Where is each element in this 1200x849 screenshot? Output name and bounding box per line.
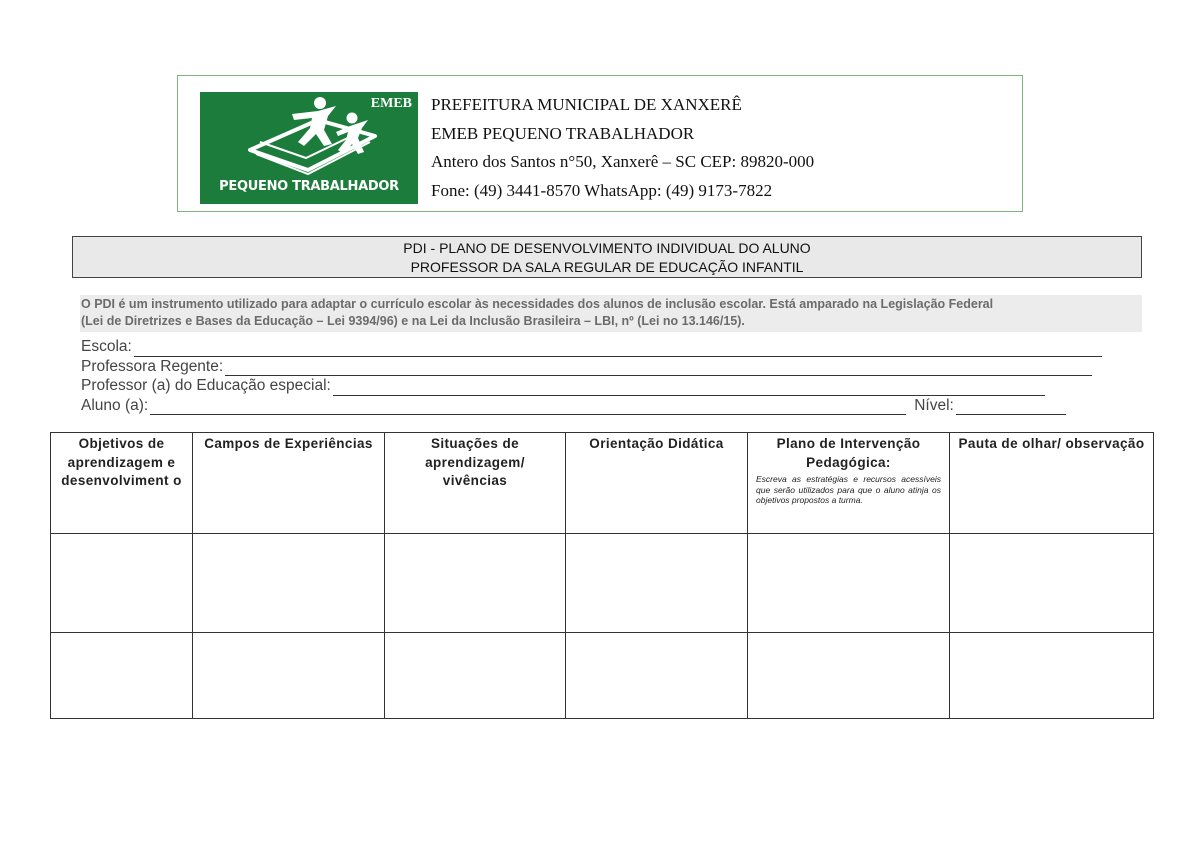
student-input-line[interactable] [150,401,906,415]
table-cell[interactable] [51,633,193,719]
table-cell[interactable] [950,633,1154,719]
logo-name: PEQUENO TRABALHADOR [219,179,399,194]
table-cell[interactable] [950,534,1154,633]
table-cell[interactable] [385,534,566,633]
level-label: Nível: [914,396,954,414]
table-cell[interactable] [51,534,193,633]
student-field [81,396,1102,416]
intro-paragraph [80,295,1142,332]
table-cell[interactable] [385,633,566,719]
municipality-name: PREFEITURA MUNICIPAL DE XANXERÊ [431,95,742,114]
school-input-line[interactable] [134,343,1102,357]
lead-teacher-field [81,357,1102,377]
school-address: Antero dos Santos n°50, Xanxerê – SC CEP: 89820-000 [431,152,815,171]
header-experience-fields: Campos de Experiências [193,433,385,534]
header-didactic-guidance: Orientação Didática [566,433,748,534]
school-header [177,75,1023,212]
school-name: EMEB PEQUENO TRABALHADOR [431,123,695,143]
table-cell[interactable] [748,633,950,719]
table-cell[interactable] [566,633,748,719]
special-ed-teacher-label: Professor (a) do Educação especial: [81,377,331,394]
header-learning-situations: Situações de aprendizagem/ vivências [385,433,566,534]
pdi-table [50,432,1154,719]
title-line-1: PDI - PLANO DE DESENVOLVIMENTO INDIVIDUAL DO ALUNO [403,240,811,256]
lead-teacher-input-line[interactable] [225,362,1092,376]
header-observation: Pauta de olhar/ observação [950,433,1154,534]
header-info [431,91,814,205]
intro-line-1: O PDI é um instrumento utilizado para adaptar o currículo escolar às necessidades dos alunos de inclusão escolar. Está amparado na Legislação Federal [81,297,994,311]
student-label: Aluno (a): [81,396,149,414]
table-cell[interactable] [193,633,385,719]
school-field [81,337,1102,357]
school-logo [200,92,418,204]
document-title [72,236,1142,278]
level-input-line[interactable] [956,401,1066,415]
header-objectives: Objetivos de aprendizagem e desenvolviment o [51,433,193,534]
special-ed-teacher-input-line[interactable] [333,382,1045,396]
table-row [51,534,1154,633]
logo-badge: EMEB [370,96,412,111]
intervention-plan-note: Escreva as estratégias e recursos acessíveis que serão utilizados para que o aluno atinja os objetivos propostos a turma. [756,474,941,505]
table-row [51,633,1154,719]
table-header-row [51,433,1154,534]
school-label: Escola: [81,338,132,355]
intervention-plan-title: Plano de Intervenção Pedagógica: [776,436,921,470]
form-fields [81,337,1102,415]
lead-teacher-label: Professora Regente: [81,357,224,375]
special-ed-teacher-field [81,376,1102,396]
table-cell[interactable] [193,534,385,633]
table-cell[interactable] [748,534,950,633]
school-phone: Fone: (49) 3441-8570 WhatsApp: (49) 9173-7822 [431,180,773,200]
table-cell[interactable] [566,534,748,633]
intro-line-2: (Lei de Diretrizes e Bases da Educação – Lei 9394/96) e na Lei da Inclusão Brasileira – LBI, nº (Lei no 13.146/15). [81,314,745,328]
title-line-2: PROFESSOR DA SALA REGULAR DE EDUCAÇÃO INFANTIL [410,259,804,275]
header-intervention-plan [748,433,950,534]
